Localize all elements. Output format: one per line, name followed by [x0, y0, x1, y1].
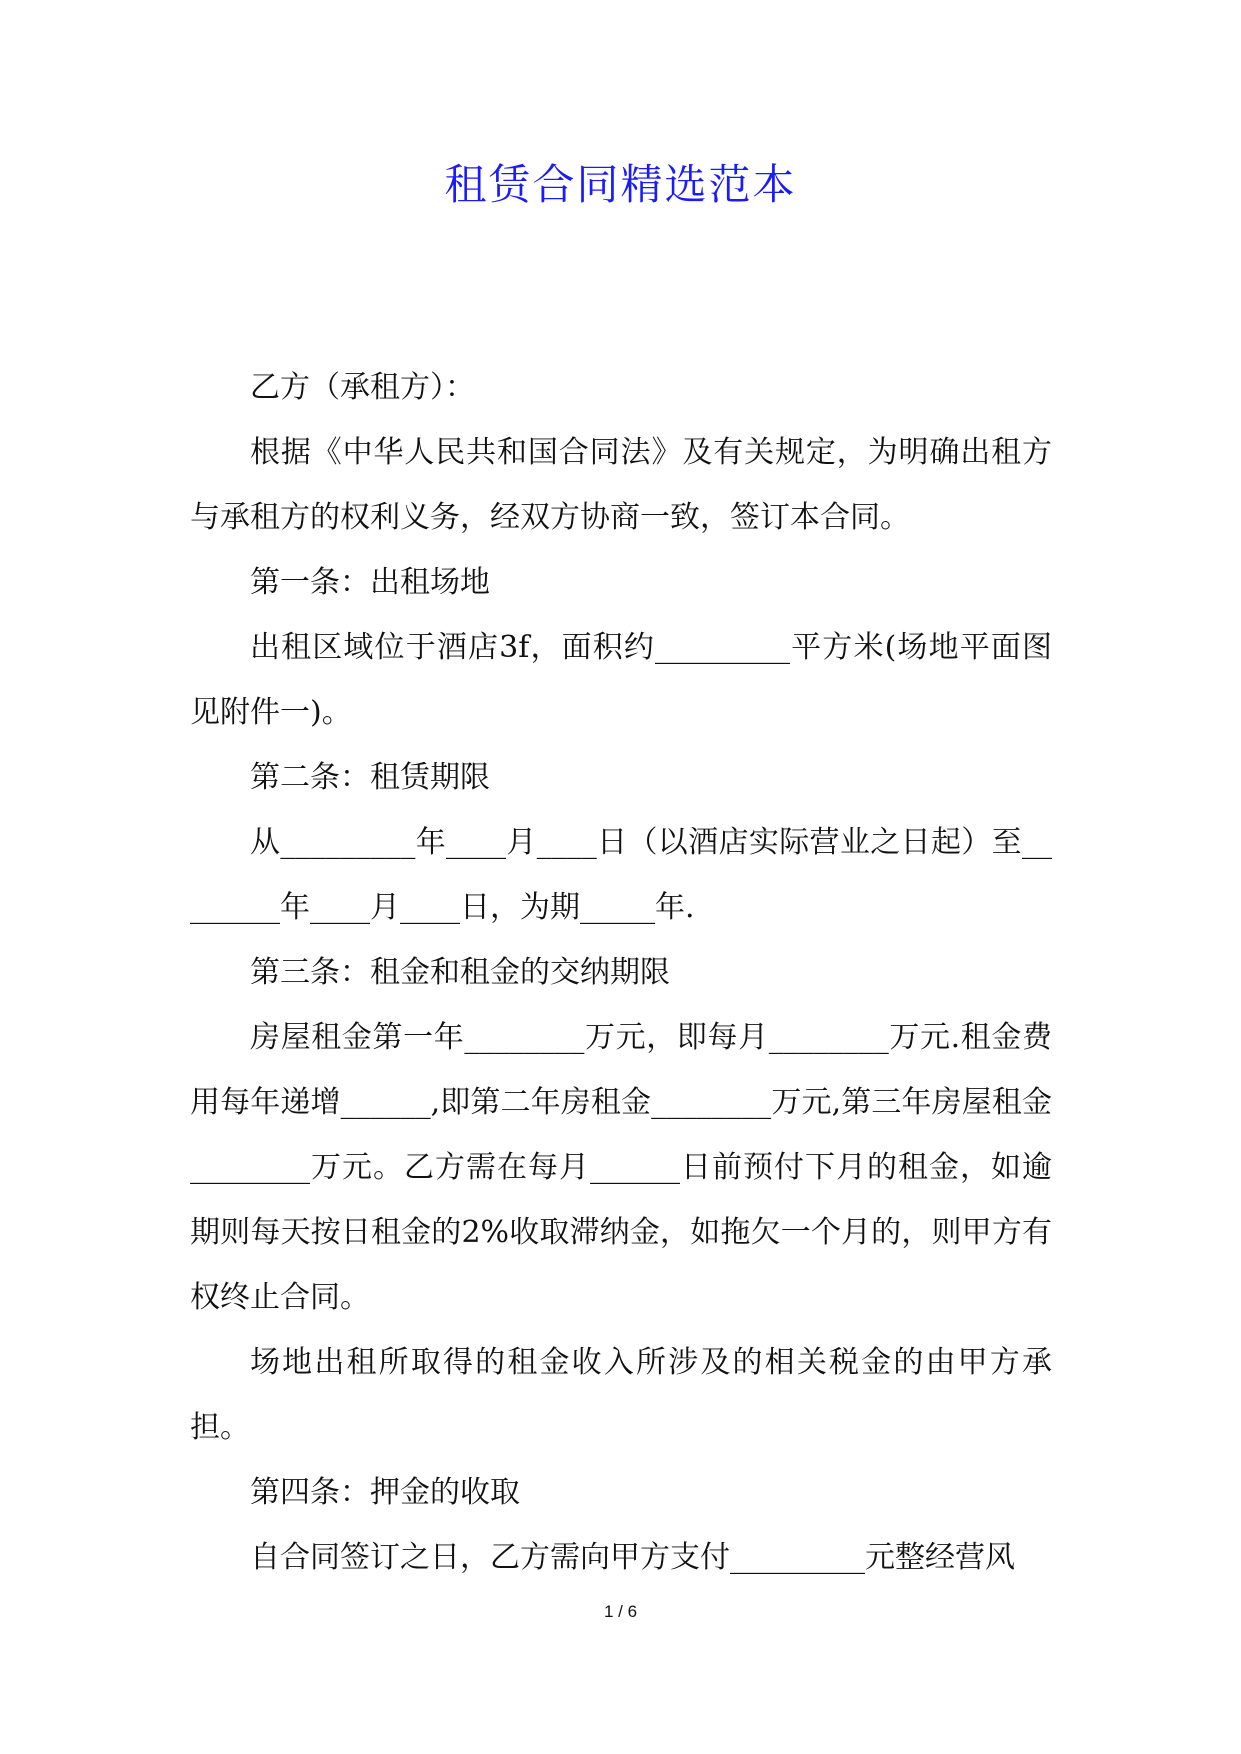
article-4-heading: 第四条：押金的收取: [250, 1475, 520, 1510]
document-title: 租赁合同精选范本: [444, 160, 797, 209]
page-number: 1 / 6: [603, 1602, 638, 1621]
article-2-text: 从_________年____月____日（以酒店实际营业之日起）至________年____月____日，为期_____年.: [190, 825, 1052, 925]
article-1-heading: 第一条：出租场地: [250, 565, 490, 600]
article-1-text: 出租区域位于酒店3f，面积约_________平方米(场地平面图见附件一)。: [190, 630, 1052, 730]
article-2-heading: 第二条：租赁期限: [250, 760, 490, 795]
article-3-text: 房屋租金第一年________万元，即每月________万元.租金费用每年递增______,即第二年房租金________万元,第三年房屋租金________万元。乙方需在每月______日前预付下月的租金，如逾期则每天按日租金的2%收取滞纳金，如拖欠一个月的，则甲方有权终止合同。: [190, 1020, 1052, 1315]
document-body: [190, 355, 1052, 1590]
paragraph-party-b: 乙方（承租方）：: [250, 370, 475, 405]
article-4-text: 自合同签订之日，乙方需向甲方支付_________元整经营风: [250, 1540, 1015, 1575]
article-3-tax-text: 场地出租所取得的租金收入所涉及的相关税金的由甲方承担。: [190, 1345, 1052, 1445]
article-3-heading: 第三条：租金和租金的交纳期限: [250, 955, 670, 990]
paragraph-preamble: 根据《中华人民共和国合同法》及有关规定，为明确出租方与承租方的权利义务，经双方协商一致，签订本合同。: [190, 435, 1052, 535]
